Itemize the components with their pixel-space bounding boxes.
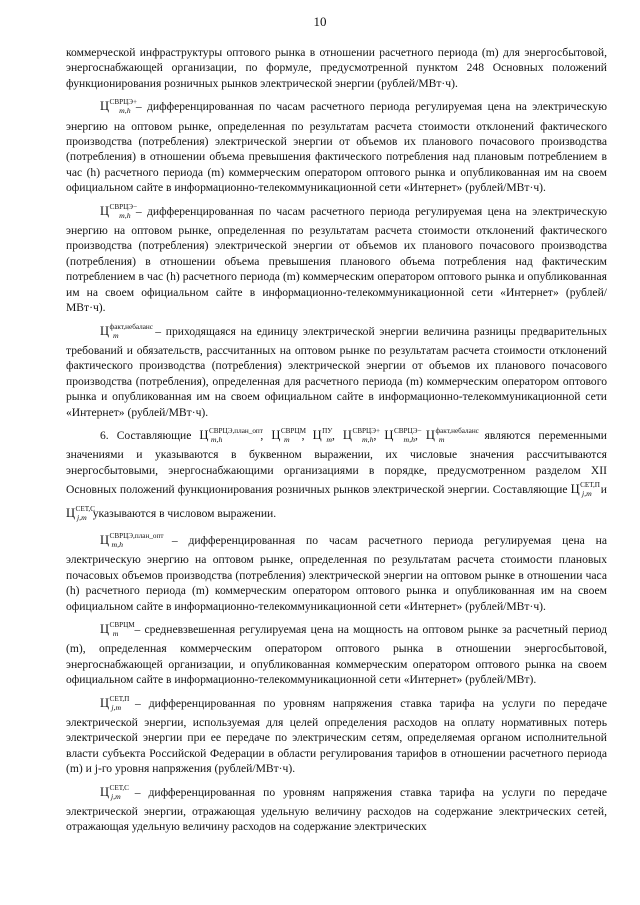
symbol-superscript: СВРЦЭ,план_опт [208,426,263,435]
paragraph-6: 6. Составляющие $Ц^{СВРЦЭ,план\_опт}_{m,h}$ , $Ц^{СВРЦМ}_m$ , $Ц^{ПУ}_m$, $Ц^{СВРЦЭ+}_{m,h}$, $Ц^{СВРЦЭ-}_{m,h}$, $Ц^{факт,небаланс}_m$ являются переменными значениями и указываются в буквенном выражении, их числовые значения рассчитываются энергосбытовыми, энергоснабжающими организациями в порядке, предусмотренном разделом XII Основных положений функционирования розничных рынков электрической энергии. Составляющие $Ц^{СЕТ,П}_{j,m}$ и $Ц^{СЕТ,С}_{j,m}$ указываются в числовом выражении. [66,426,607,522]
symbol-letter: Ц [100,532,110,547]
symbol-c-set-s [66,504,95,522]
symbol-letter: Ц [66,505,76,520]
symbol-letter: Ц [100,784,110,799]
symbol-subscript: m,h [111,539,123,549]
symbol-superscript: СВРЦМ [280,426,307,435]
page-number: 10 [313,14,327,29]
symbol-superscript: факт,небаланс [435,426,479,435]
symbol-subscript: m,h [210,434,223,444]
symbol-subscript: m,h [119,106,131,116]
symbol-letter: Ц [425,427,435,442]
definition-svrcze-plus [66,95,607,195]
symbol-subscript: m [326,434,333,444]
definition-svrcze-minus [66,200,607,316]
symbol-superscript: СВРЦЭ− [109,202,138,211]
p6-text-end: указываются в числовом выражении. [92,506,277,520]
symbol-c-svrcm [271,426,307,444]
symbol-superscript: СВРЦЭ+ [352,426,381,435]
symbol-letter: Ц [271,427,281,442]
symbol-c-set-p [570,481,600,499]
symbol-c-svrcze-plus-2 [342,426,381,444]
symbol-subscript: j,m [581,489,592,499]
symbol-subscript: m [438,434,445,444]
symbol-letter: Ц [342,427,352,442]
symbol-superscript: СЕТ,П [109,694,130,703]
definition-text: – дифференцированная по часам расчетного периода регулируемая цена на электрическую энергию на оптовом рынке, определенная по результатам расчета стоимости отклонений фактического производства (потребления) электрической энергии от объемов их планового почасового производства (потребления) в отношении объема превышения планового объема потребления над фактическим потреблением в час (h) расчетного периода (m) коммерческим оператором оптового рынка и опубликованная им на своем официальном сайте в информационно-телекоммуникационной сети «Интернет» (рублей/МВт·ч). [66,204,607,315]
symbol-c-svrcze-minus-2 [384,426,422,444]
symbol-c-pu [312,426,333,444]
symbol-c-set-s-2 [100,783,129,801]
body-text [66,45,607,839]
symbol-superscript: СВРЦЭ+ [109,98,138,107]
definition-text: – дифференцированная по уровням напряжения ставка тарифа на услуги по передаче электрической энергии, используемая для целей определения расходов на оплату нормативных потерь электрической энергии при ее передаче по электрическим сетям, определяемая органом исполнительной власти субъекта Российской Федерации в области регулирования тарифов в отношении расчетного периода (m) и j-го уровня напряжения (рублей/МВт·ч). [66,696,607,776]
symbol-subscript: m,h [362,434,374,444]
definition-set-s [66,781,607,835]
definition-text: – дифференцированная по часам расчетного периода регулируемая цена на электрическую энергию на оптовом рынке, определенная по результатам расчета стоимости плановых почасовых объемов производства (потребления) электрической энергии на оптовом рынке в отношении часа (h) расчетного периода (m) коммерческим оператором оптового рынка и опубликованная им на своем официальном сайте в информационно-телекоммуникационной сети «Интернет» (рублей/МВт·ч). [66,533,607,613]
symbol-subscript: j,m [111,702,122,712]
definition-fakt-nebalans [66,320,607,420]
symbol-superscript: ПУ [322,426,333,435]
definition-text: – средневзвешенная регулируемая цена на мощность на оптовом рынке за расчетный период (m), определенная коммерческим оператором оптового рынка в отношении энергосбытовой, энергоснабжающей организации, и опубликованная коммерческим оператором оптового рынка на своем официальном сайте в информационно-телекоммуникационной сети «Интернет» (рублей/МВт). [66,623,607,687]
symbol-subscript: m,h [403,434,416,444]
definition-svrcm [66,618,607,688]
symbol-superscript: СЕТ,С [75,504,95,513]
symbol-letter: Ц [570,482,580,497]
symbol-subscript: j,m [110,791,121,801]
symbol-c-svrcze-plan-opt-2 [100,531,164,549]
symbol-subscript: m [284,434,290,444]
symbol-letter: Ц [199,427,209,442]
symbol-superscript: СВРЦЭ,план_опт [109,531,164,540]
definition-text: – приходящаяся на единицу электрической энергии величина разницы предварительных требований и обязательств, рассчитанных на оптовом рынке по результатам расчета стоимости отклонений фактического производства (потребления) электрической энергии от объемов их планового почасового производства (потребления), определенная для расчетного периода (m) коммерческим оператором оптового рынка и опубликованная им на своем официальном сайте в информационно-телекоммуникационной сети «Интернет» (рублей/МВт·ч). [66,324,607,419]
symbol-letter: Ц [100,203,110,218]
symbol-letter: Ц [100,99,110,114]
symbol-subscript: m,h [119,210,131,220]
symbol-subscript: m [112,330,119,340]
symbol-superscript: факт,небаланс [109,322,153,331]
symbol-letter: Ц [312,427,322,442]
p6-text-start: 6. Составляющие [100,428,200,442]
symbol-c-fakt-nebalans [100,322,153,340]
symbol-c-fakt-nebalans-2 [425,426,479,444]
definition-text: – дифференцированная по уровням напряжения ставка тарифа на услуги по передаче электрической энергии, отражающая удельную величину расходов на содержание электрических сетей, отражающая удельную величину расходов на содержание электрических [66,785,607,834]
p6-text-and: и [597,483,607,497]
paragraph-intro: коммерческой инфраструктуры оптового рынка в отношении расчетного периода (m) для энергосбытовой, энергоснабжающей организации, по формуле, предусмотренной пунктом 248 Основных положений функционирования розничных рынков электрической энергии (рублей/МВт·ч). [66,46,607,90]
symbol-c-set-p-2 [100,694,130,712]
symbol-subscript: j,m [76,512,87,522]
symbol-subscript: m [112,629,119,638]
symbol-c-svrcze-plus [100,98,138,116]
symbol-letter: Ц [100,622,110,636]
symbol-letter: Ц [100,695,110,710]
symbol-c-svrcm-2 [100,621,135,638]
symbol-superscript: СЕТ,П [580,481,600,490]
definition-text: – дифференцированная по часам расчетного периода регулируемая цена на электрическую энергию на оптовом рынке, определенная по результатам расчета стоимости отклонений фактического производства (потребления) электрической энергии от объемов их планового почасового производства (потребления) в отношении объема превышения фактического потребления над плановым потреблением в час (h) расчетного периода (m) коммерческим оператором оптового рынка и опубликованная им на своем официальном сайте в информационно-телекоммуникационной сети «Интернет» (рублей/МВт·ч). [66,100,607,195]
symbol-letter: Ц [100,323,110,338]
symbol-letter: Ц [384,427,394,442]
symbol-superscript: СВРЦЭ− [393,426,422,435]
symbol-c-svrcze-minus [100,202,138,220]
definition-set-p [66,692,607,777]
symbol-superscript: СЕТ,С [109,783,129,792]
definition-svrcze-plan-opt [66,529,607,614]
symbol-superscript: СВРЦМ [109,621,135,629]
symbol-c-svrcze-plan-opt [199,426,263,444]
p6-text-middle: являются переменными значениями и указываются в буквенном выражении, их числовые значения рассчитываются энергосбытовыми, энергоснабжающими организациями в порядке, предусмотренном разделом XII Основных положений функционирования розничных рынков электрической энергии. Составляющие [66,428,607,497]
